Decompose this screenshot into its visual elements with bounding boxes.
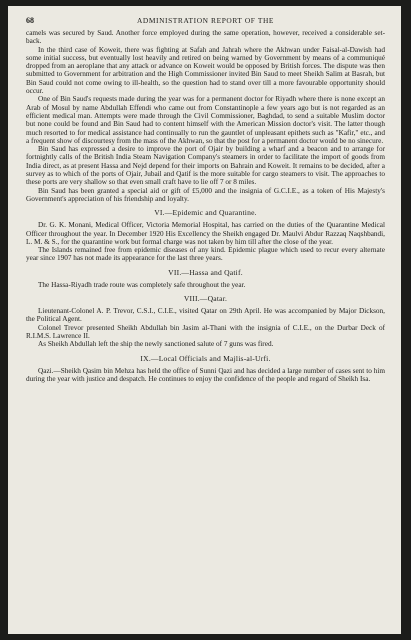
running-header	[26, 16, 385, 26]
paragraph: Lieutenant-Colonel A. P. Trevor, C.S.I., C.I.E., visited Qatar on 29th April. He was accompanied by Major Dickson, the Political Agent.	[26, 307, 385, 324]
paragraph: In the third case of Koweit, there was fighting at Safah and Jahrah where the Akhwan under Faisal-al-Dawish had some initial success, but eventually lost heavily and retired on being warned by Government by means of a communiqué dropped from an aeroplane that any attack or advance on Koweit would be opposed by British forces. The dispute was then submitted to Government for arbitration and the High Commissioner invited Bin Saud to meet Sheikh Salim at Basrah, but Bin Saud could not come owing to ill-health, so the question had to stand over till a more favourable opportunity should occur.	[26, 45, 385, 96]
section-heading: VI.—Epidemic and Quarantine.	[154, 208, 257, 218]
paragraph: One of Bin Saud's requests made during the year was for a permanent doctor for Riyadh where there is none except an Arab of Mosul by name Abdullah Effendi who came out from Constantinople a few years ago but is not regarded as an efficient medical man. Attempts were made through the Civil Commissioner, Baghdad, to send a suitable Muslim doctor but none could be found and Bin Saud had to content himself with the American Mission doctor's visit. The latter though much resorted to for medical assistance had continually to run the gauntlet of unpleasant epithets such as "Kafir," etc., and a frequent show of discourtesy from the mass of the Akhwan, so that the post for a permanent doctor would be no sinecure.	[26, 95, 385, 145]
section-heading: VII.—Hassa and Qatif.	[168, 267, 243, 277]
paragraph: The Hassa-Riyadh trade route was completely safe throughout the year.	[38, 280, 246, 289]
paragraph: Bin Saud has been granted a special aid or gift of £5,000 and the insignia of G.C.I.E., as a token of His Majesty's Government's appreciation of his friendship and loyalty.	[26, 186, 385, 203]
paragraph: As Sheikh Abdullah left the ship the newly sanctioned salute of 7 guns was fired.	[38, 340, 274, 349]
paragraph: camels was secured by Saud. Another force employed during the same operation, however, received a considerable set-back.	[26, 29, 385, 46]
page-number: 68	[26, 16, 34, 25]
paragraph: Bin Saud has expressed a desire to improve the port of Ojair by building a wharf and a beacon and to arrange for fortnightly calls of the British India Steam Navigation Company's steamers in order to facilitate the import of goods from India direct, as at present Hassa and Nejd depend for their imports on Bahrain and Koweit. It remains to be decided, after a survey as to which of the ports of Ojair, Jubail and Qatif is the more suitable for cargo steamers to visit. The approaches to these ports are very shallow so that even small craft have to lie off 7 or 8 miles.	[26, 145, 385, 187]
section-heading: IX.—Local Officials and Majlis-al-Urfi.	[140, 353, 271, 363]
paragraph: The Islands remained free from epidemic diseases of any kind. Epidemic plague which used to recur every alternate year since 1907 has not made its appearance for the last three years.	[26, 246, 385, 263]
document-page	[8, 6, 401, 634]
section-heading: VIII.—Qatar.	[183, 294, 228, 304]
running-title: ADMINISTRATION REPORT OF THE	[136, 16, 274, 25]
paragraph: Colonel Trevor presented Sheikh Abdullah bin Jasim al-Thani with the insignia of C.I.E., on the Durbar Deck of R.I.M.S. Lawrence II.	[26, 323, 385, 340]
paragraph: Dr. G. K. Monani, Medical Officer, Victoria Memorial Hospital, has carried on the duties of the Quarantine Medical Officer throughout the year. In December 1920 His Excellency the Sheikh engaged Dr. Maulvi Abdur Razzaq Naqshbandi, L. M. & S., for the quarantine work but formal charge was not taken by him till after the close of the year.	[26, 221, 385, 246]
paragraph: Qazi.—Sheikh Qasim bin Mehza has held the office of Sunni Qazi and has decided a large number of cases sent to him during the year with justice and despatch. He continues to enjoy the confidence of the people and regard of Sheikh Isa.	[26, 366, 385, 383]
